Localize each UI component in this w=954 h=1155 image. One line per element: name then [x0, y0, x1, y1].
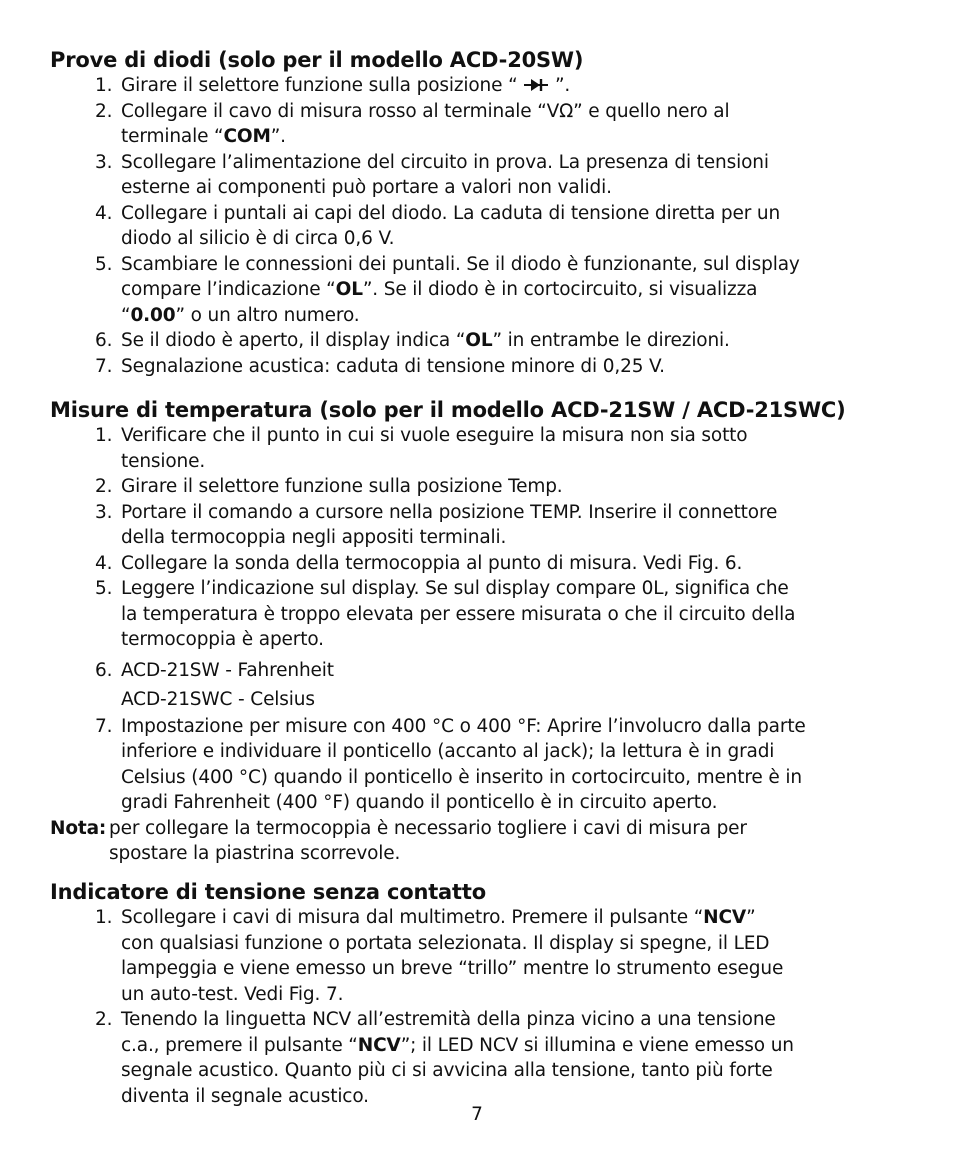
list-item: 2. Collegare il cavo di misura rosso al terminale “VΩ” e quello nero al terminale “COM”.: [95, 100, 730, 147]
list-item: 6. ACD-21SW - Fahrenheit ACD-21SWC - Celsius: [95, 659, 334, 710]
section-ncv: [50, 879, 910, 1109]
list-item: 2. Girare il selettore funzione sulla posizione Temp.: [95, 476, 563, 497]
diode-symbol-icon: [523, 78, 549, 92]
section-title-ncv: Indicatore di tensione senza contatto: [50, 880, 486, 904]
list-item: 4. Collegare i puntali ai capi del diodo. La caduta di tensione diretta per un diodo al silicio è di circa 0,6 V.: [95, 202, 781, 249]
list-item: 1. Scollegare i cavi di misura dal multimetro. Premere il pulsante “NCV” con qualsiasi funzione o portata selezionata. Il display si spegne, il LED lampeggia e viene emesso un breve “trillo” mentre lo strumento esegue un auto-test. Vedi Fig. 7.: [95, 907, 784, 1005]
note-label: Nota:: [50, 817, 107, 839]
list-item: 1. Girare il selettore funzione sulla posizione “ ”.: [95, 75, 571, 96]
diode-test-steps: [50, 73, 910, 379]
ncv-steps: [50, 905, 910, 1109]
list-item: 6. Se il diodo è aperto, il display indica “OL” in entrambe le direzioni.: [95, 330, 730, 351]
list-item: 3. Portare il comando a cursore nella posizione TEMP. Inserire il connettore della termocoppia negli appositi terminali.: [95, 501, 778, 548]
list-item: 7. Segnalazione acustica: caduta di tensione minore di 0,25 V.: [95, 355, 665, 377]
list-item: 3. Scollegare l’alimentazione del circuito in prova. La presenza di tensioni esterne ai componenti può portare a valori non validi.: [95, 151, 769, 198]
section-title-temperature: Misure di temperatura (solo per il modello ACD-21SW / ACD-21SWC): [50, 398, 846, 422]
section-title-diode-test: Prove di diodi (solo per il modello ACD-20SW): [50, 48, 584, 72]
list-item: 7. Impostazione per misure con 400 °C o 400 °F: Aprire l’involucro dalla parte inferiore e individuare il ponticello (accanto al jack); la lettura è in gradi Celsius (400 °C) quando il ponticello è inserito in cortocircuito, mentre è in gradi Fahrenheit (400 °F) quando il ponticello è in circuito aperto.: [95, 715, 806, 813]
section-temperature: [50, 397, 910, 867]
section-diode-test: [50, 47, 910, 379]
temperature-steps: [50, 423, 910, 816]
page-number: 7: [471, 1104, 483, 1125]
list-item: 4. Collegare la sonda della termocoppia al punto di misura. Vedi Fig. 6.: [95, 552, 743, 574]
list-item: 1. Verificare che il punto in cui si vuole eseguire la misura non sia sotto tensione.: [95, 425, 748, 472]
list-item: 2. Tenendo la linguetta NCV all’estremità della pinza vicino a una tensione c.a., premere il pulsante “NCV”; il LED NCV si illumina e viene emesso un segnale acustico. Quanto più ci si avvicina alla tensione, tanto più forte diventa il segnale acustico.: [95, 1009, 794, 1107]
temperature-note: Nota: per collegare la termocoppia è necessario togliere i cavi di misura per spostare la piastrina scorrevole.: [50, 817, 747, 864]
list-item: 5. Scambiare le connessioni dei puntali. Se il diodo è funzionante, sul display compare l’indicazione “OL”. Se il diodo è in cortocircuito, si visualizza “0.00” o un altro numero.: [95, 253, 800, 326]
list-item: 5. Leggere l’indicazione sul display. Se sul display compare 0L, significa che la temperatura è troppo elevata per essere misurata o che il circuito della termocoppia è aperto.: [95, 578, 796, 650]
